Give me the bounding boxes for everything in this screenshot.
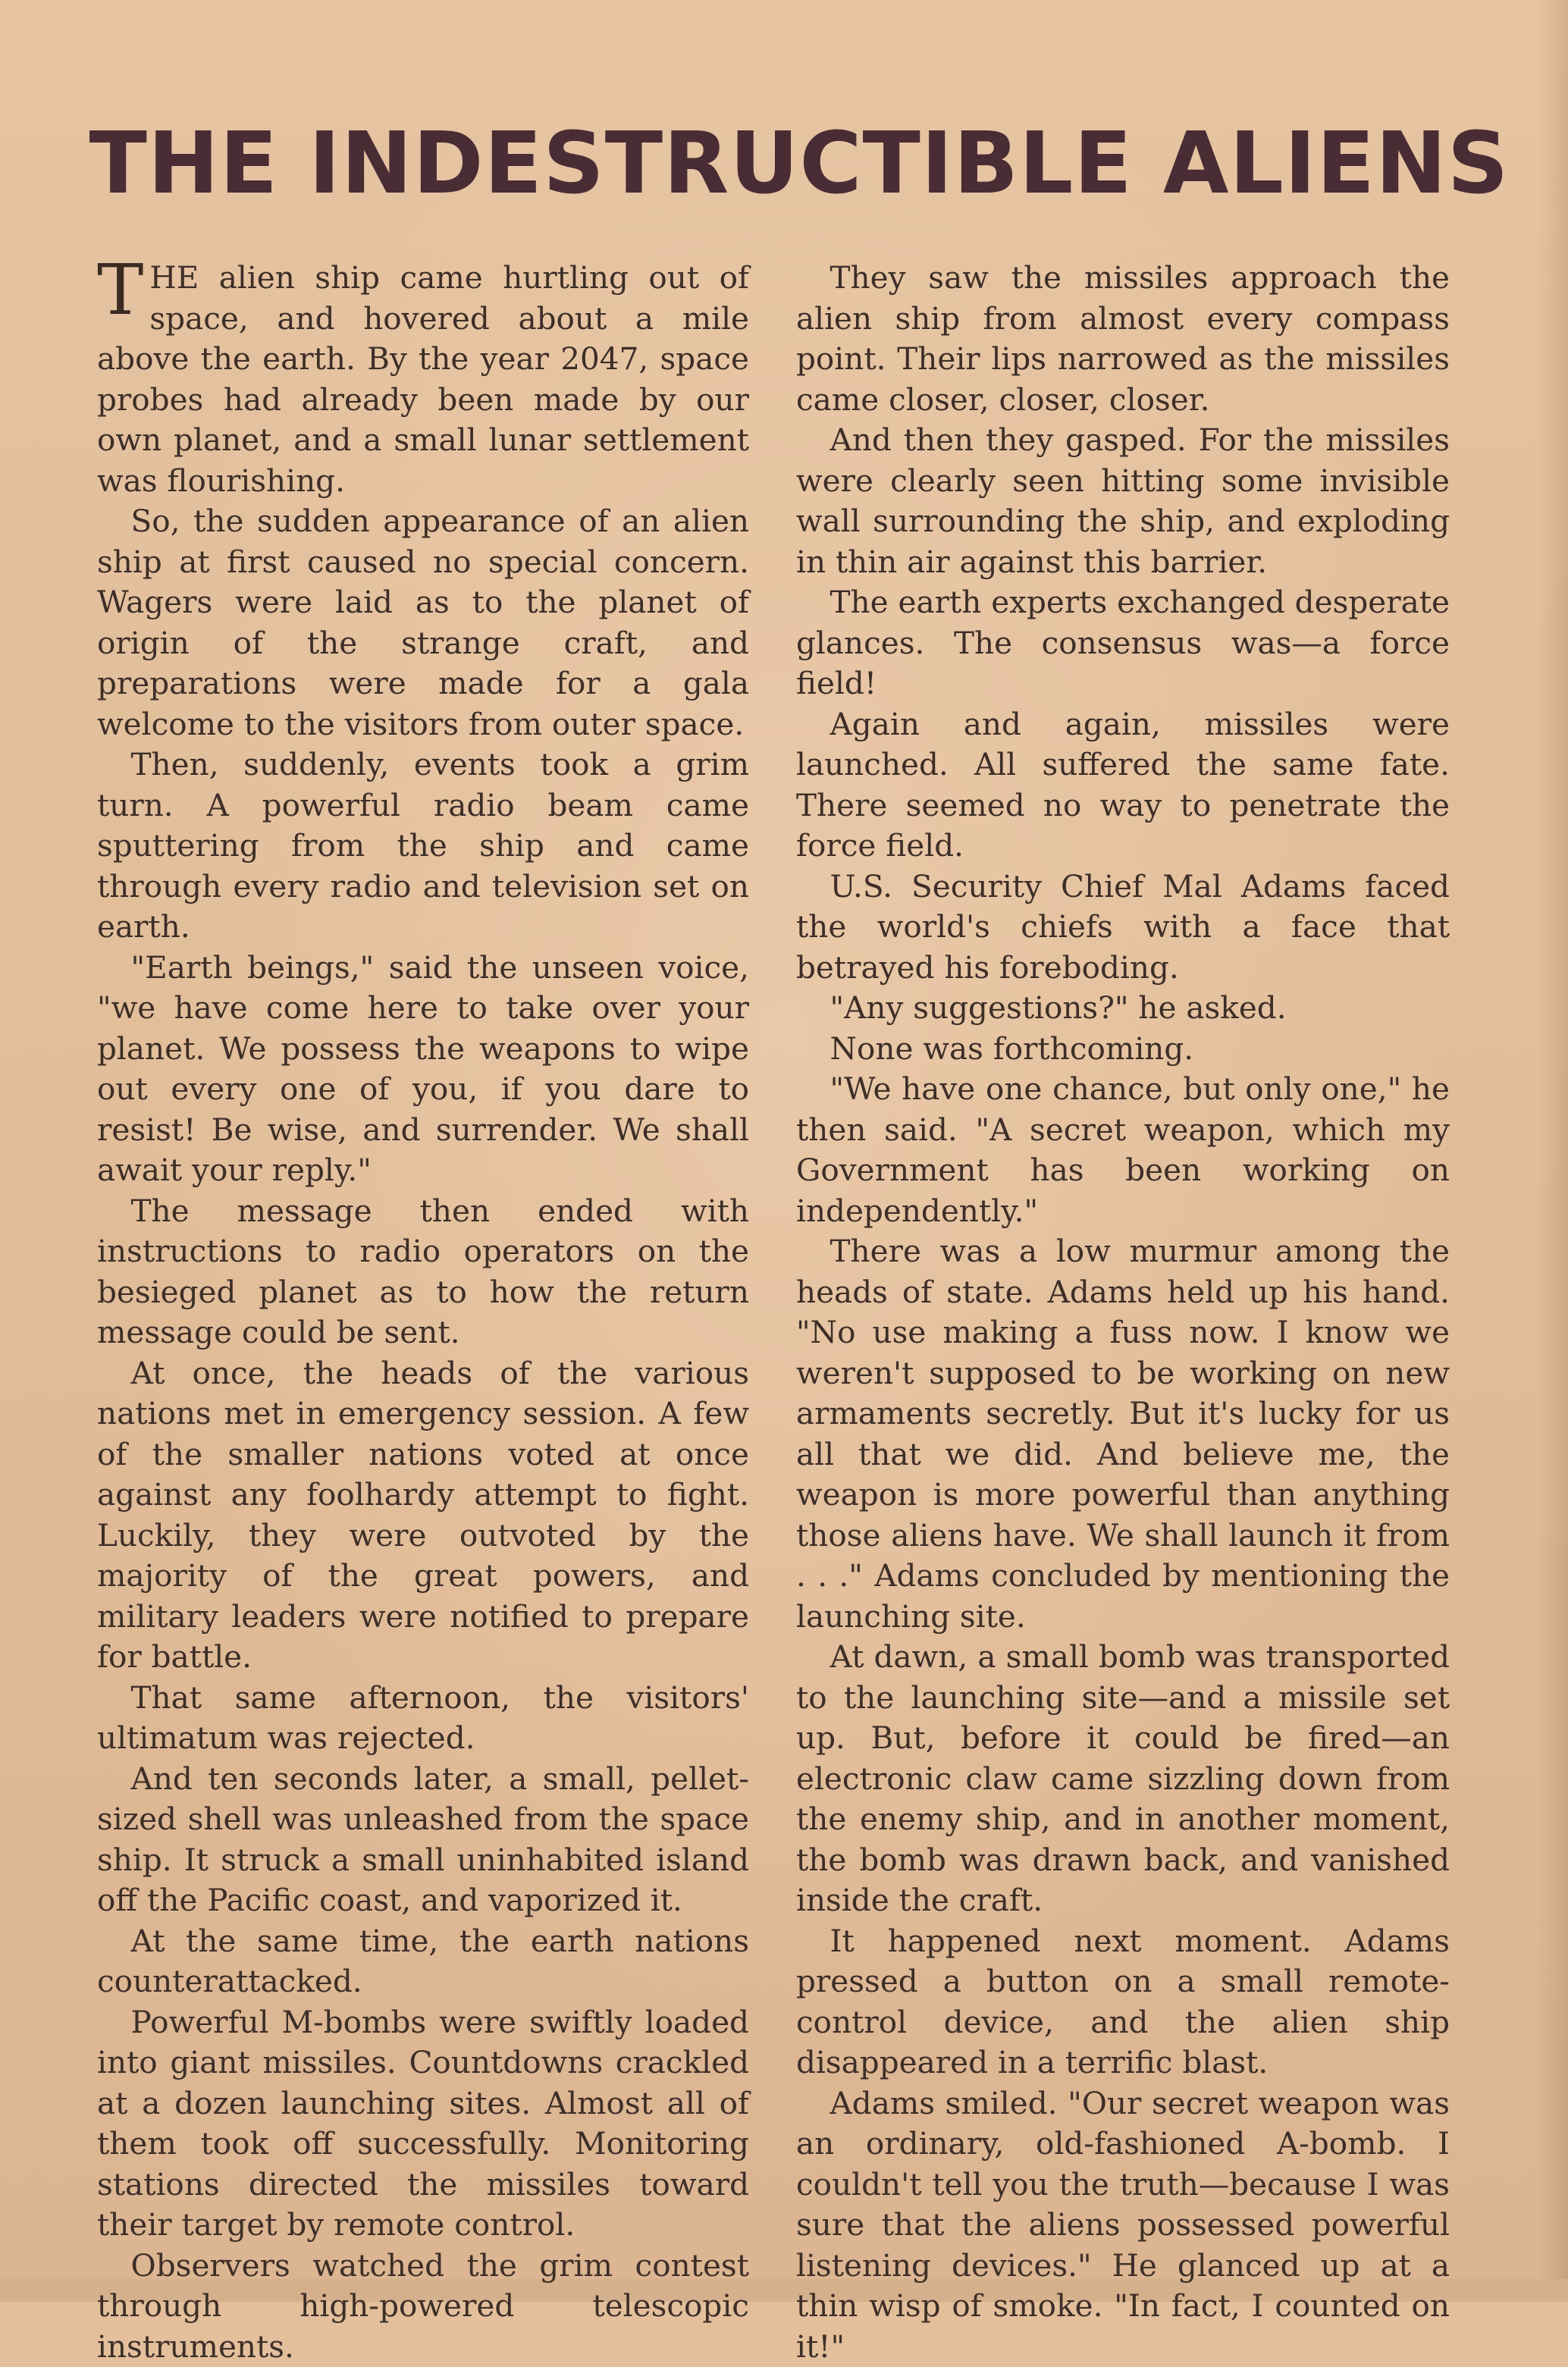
- paragraph-9: At the same time, the earth nations counterattacked.: [97, 1921, 749, 2002]
- paragraph-19: "We have one chance, but only one," he then said. "A secret weapon, which my Government has been working on independently.": [796, 1069, 1450, 1231]
- paragraph-3: Then, suddenly, events took a grim turn. A powerful radio beam came sputtering from the ship and came through every radio and television set on earth.: [97, 745, 749, 948]
- paragraph-text: HE alien ship came hurtling out of space, and hovered about a mile above the earth. By the year 2047, space probes had already been made by our own planet, and a small lunar settlement was flourishing.: [97, 259, 749, 499]
- paragraph-22: It happened next moment. Adams pressed a button on a small remote-control device, and the alien ship disappeared in a terrific blast.: [796, 1921, 1450, 2083]
- drop-cap: T: [97, 262, 143, 318]
- paragraph-2: So, the sudden appearance of an alien ship at first caused no special concern. Wagers were laid as to the planet of origin of the strange craft, and preparations were made for a gala welcome to the visitors from outer space.: [97, 501, 749, 745]
- paragraph-18: None was forthcoming.: [796, 1029, 1450, 1070]
- left-column: [97, 258, 749, 2367]
- paragraph-5: The message then ended with instructions to radio operators on the besieged planet as to how the return message could be sent.: [97, 1191, 749, 1353]
- paragraph-12: They saw the missiles approach the alien ship from almost every compass point. Their lips narrowed as the missiles came closer, closer, closer.: [796, 258, 1450, 420]
- paragraph-10: Powerful M-bombs were swiftly loaded into giant missiles. Countdowns crackled at a dozen launching sites. Almost all of them took off successfully. Monitoring stations directed the missiles toward their target by remote control.: [97, 2002, 749, 2246]
- paragraph-11: Observers watched the grim contest through high-powered telescopic instruments.: [97, 2246, 749, 2367]
- paragraph-6: At once, the heads of the various nations met in emergency session. A few of the smaller nations voted at once against any foolhardy attempt to fight. Luckily, they were outvoted by the majority of the great powers, and military leaders were notified to prepare for battle.: [97, 1353, 749, 1678]
- paragraph-21: At dawn, a small bomb was transported to the launching site—and a missile set up. But, before it could be fired—an electronic claw came sizzling down from the enemy ship, and in another moment, the bomb was drawn back, and vanished inside the craft.: [796, 1637, 1450, 1921]
- paragraph-13: And then they gasped. For the missiles were clearly seen hitting some invisible wall surrounding the ship, and exploding in thin air against this barrier.: [796, 420, 1450, 582]
- paragraph-16: U.S. Security Chief Mal Adams faced the world's chiefs with a face that betrayed his foreboding.: [796, 867, 1450, 989]
- paragraph-4: "Earth beings," said the unseen voice, "we have come here to take over your planet. We possess the weapons to wipe out every one of you, if you dare to resist! Be wise, and surrender. We shall await your reply.": [97, 948, 749, 1191]
- paragraph-7: That same afternoon, the visitors' ultimatum was rejected.: [97, 1678, 749, 1759]
- paragraph-17: "Any suggestions?" he asked.: [796, 988, 1450, 1029]
- paragraph-20: There was a low murmur among the heads of state. Adams held up his hand. "No use making a fuss now. I know we weren't supposed to be working on new armaments secretly. But it's lucky for us all that we did. And believe me, the weapon is more powerful than anything those aliens have. We shall launch it from . . ." Adams concluded by mentioning the launching site.: [796, 1231, 1450, 1637]
- paragraph-15: Again and again, missiles were launched. All suffered the same fate. There seemed no way to penetrate the force field.: [796, 704, 1450, 867]
- article-title: THE INDESTRUCTIBLE ALIENS: [0, 121, 1568, 206]
- paragraph-1: [97, 258, 749, 501]
- right-column: [796, 258, 1450, 2367]
- paragraph-14: The earth experts exchanged desperate glances. The consensus was—a force field!: [796, 582, 1450, 704]
- paragraph-23: Adams smiled. "Our secret weapon was an ordinary, old-fashioned A-bomb. I couldn't tell you the truth—because I was sure that the aliens possessed powerful listening devices." He glanced up at a thin wisp of smoke. "In fact, I counted on it!": [796, 2083, 1450, 2367]
- paragraph-8: And ten seconds later, a small, pellet-sized shell was unleashed from the space ship. It struck a small uninhabited island off the Pacific coast, and vaporized it.: [97, 1759, 749, 1921]
- page-edge-shadow: [1538, 0, 1568, 2302]
